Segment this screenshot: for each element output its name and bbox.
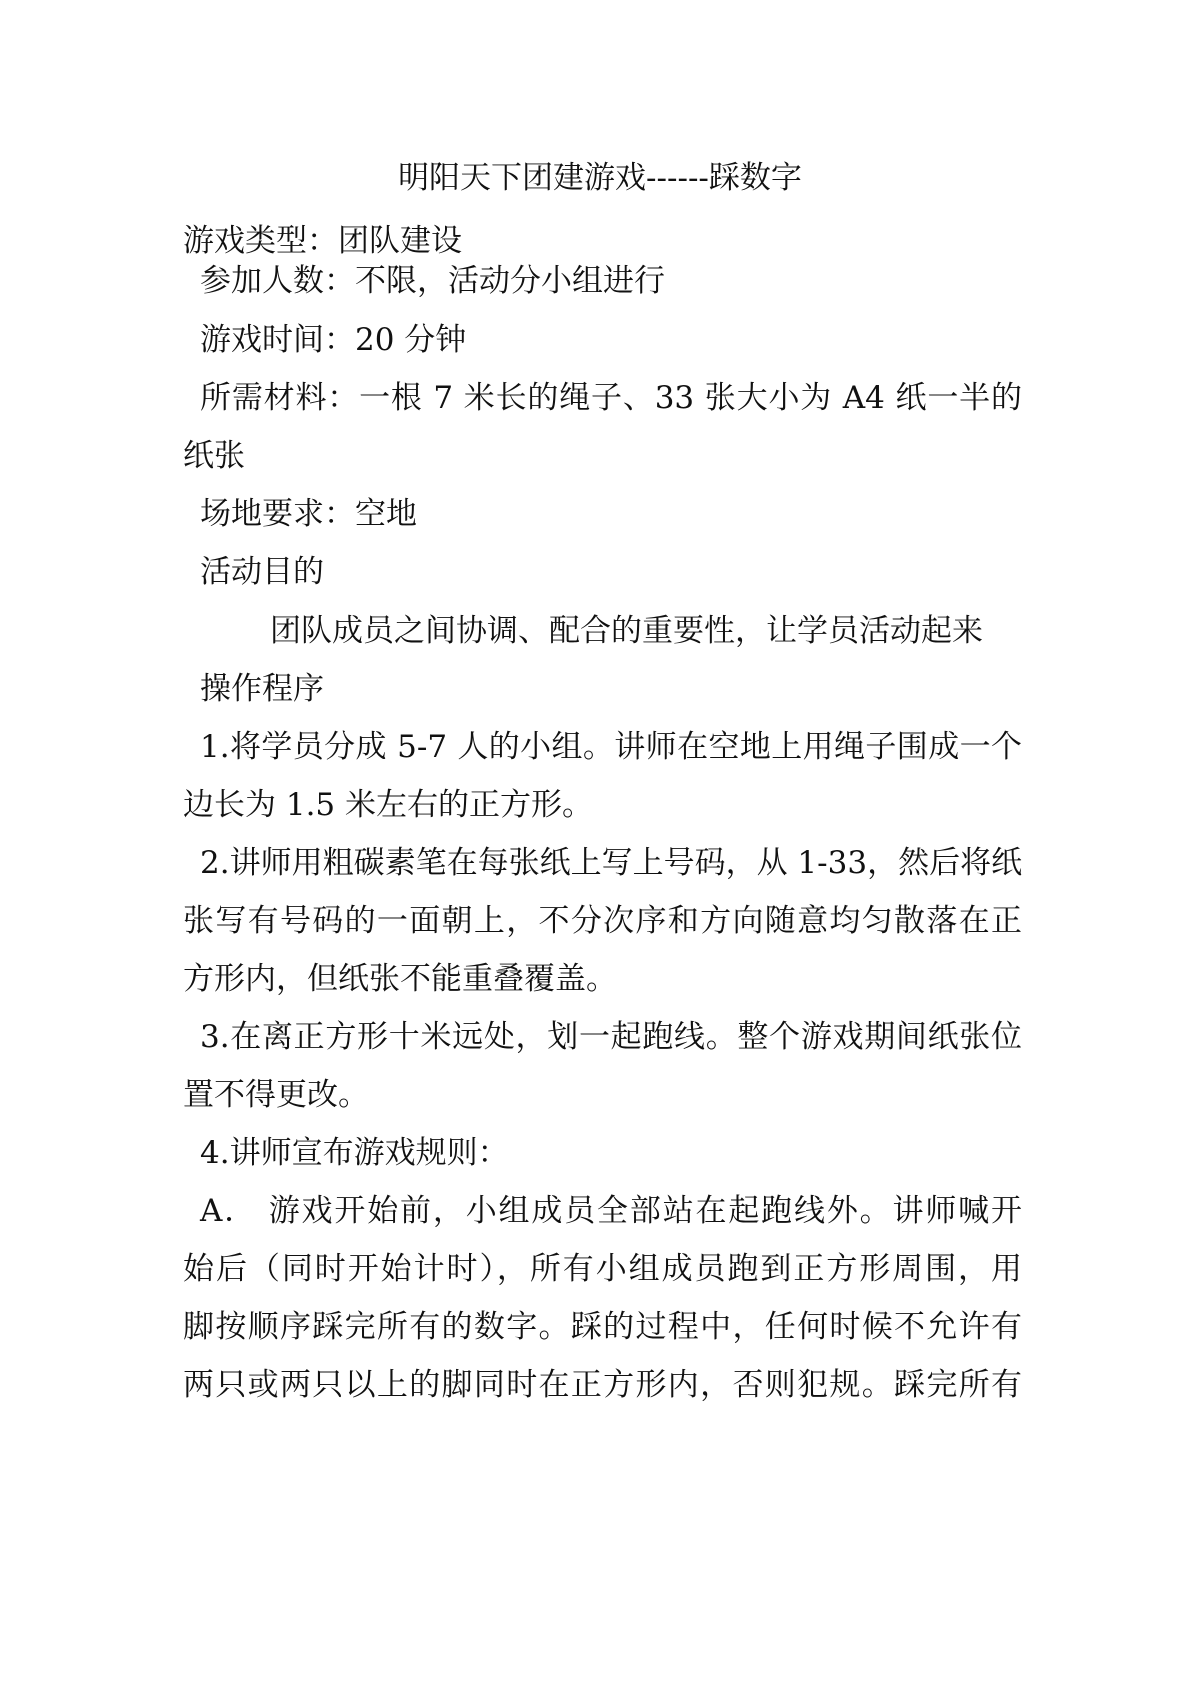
step-4-line-1: 4.讲师宣布游戏规则：	[200, 1135, 509, 1171]
rule-a-line-2: 始后（同时开始计时），所有小组成员跑到正方形周围，用	[183, 1251, 1022, 1287]
document-title: 明阳天下团建游戏------踩数字	[398, 160, 802, 196]
text-line-purpose: 团队成员之间协调、配合的重要性，让学员活动起来	[270, 613, 983, 649]
step-3-line-1: 3.在离正方形十米远处，划一起跑线。整个游戏期间纸张位	[200, 1019, 1022, 1055]
step-2-line-3: 方形内，但纸张不能重叠覆盖。	[183, 961, 617, 997]
step-1-line-2: 边长为 1.5 米左右的正方形。	[183, 787, 594, 823]
rule-a-line-4: 两只或两只以上的脚同时在正方形内，否则犯规。踩完所有	[183, 1367, 1022, 1403]
text-line-game-time: 游戏时间：20 分钟	[200, 322, 467, 358]
text-line-game-type: 游戏类型：团队建设	[183, 223, 462, 259]
section-heading-purpose: 活动目的	[200, 554, 324, 590]
step-3-line-2: 置不得更改。	[183, 1077, 369, 1113]
section-heading-procedure: 操作程序	[200, 671, 324, 707]
step-1-line-1: 1.将学员分成 5-7 人的小组。讲师在空地上用绳子围成一个	[200, 729, 1022, 765]
text-line-participants: 参加人数：不限，活动分小组进行	[200, 263, 665, 299]
text-line-venue: 场地要求：空地	[200, 496, 417, 532]
text-line-materials-cont: 纸张	[183, 438, 245, 474]
step-2-line-1: 2.讲师用粗碳素笔在每张纸上写上号码，从 1-33，然后将纸	[200, 845, 1023, 881]
rule-a-line-3: 脚按顺序踩完所有的数字。踩的过程中，任何时候不允许有	[183, 1309, 1022, 1345]
text-line-materials: 所需材料：一根 7 米长的绳子、33 张大小为 A4 纸一半的	[200, 380, 1022, 416]
rule-a-line-1: A． 游戏开始前，小组成员全部站在起跑线外。讲师喊开	[200, 1193, 1022, 1229]
step-2-line-2: 张写有号码的一面朝上，不分次序和方向随意均匀散落在正	[183, 903, 1022, 939]
